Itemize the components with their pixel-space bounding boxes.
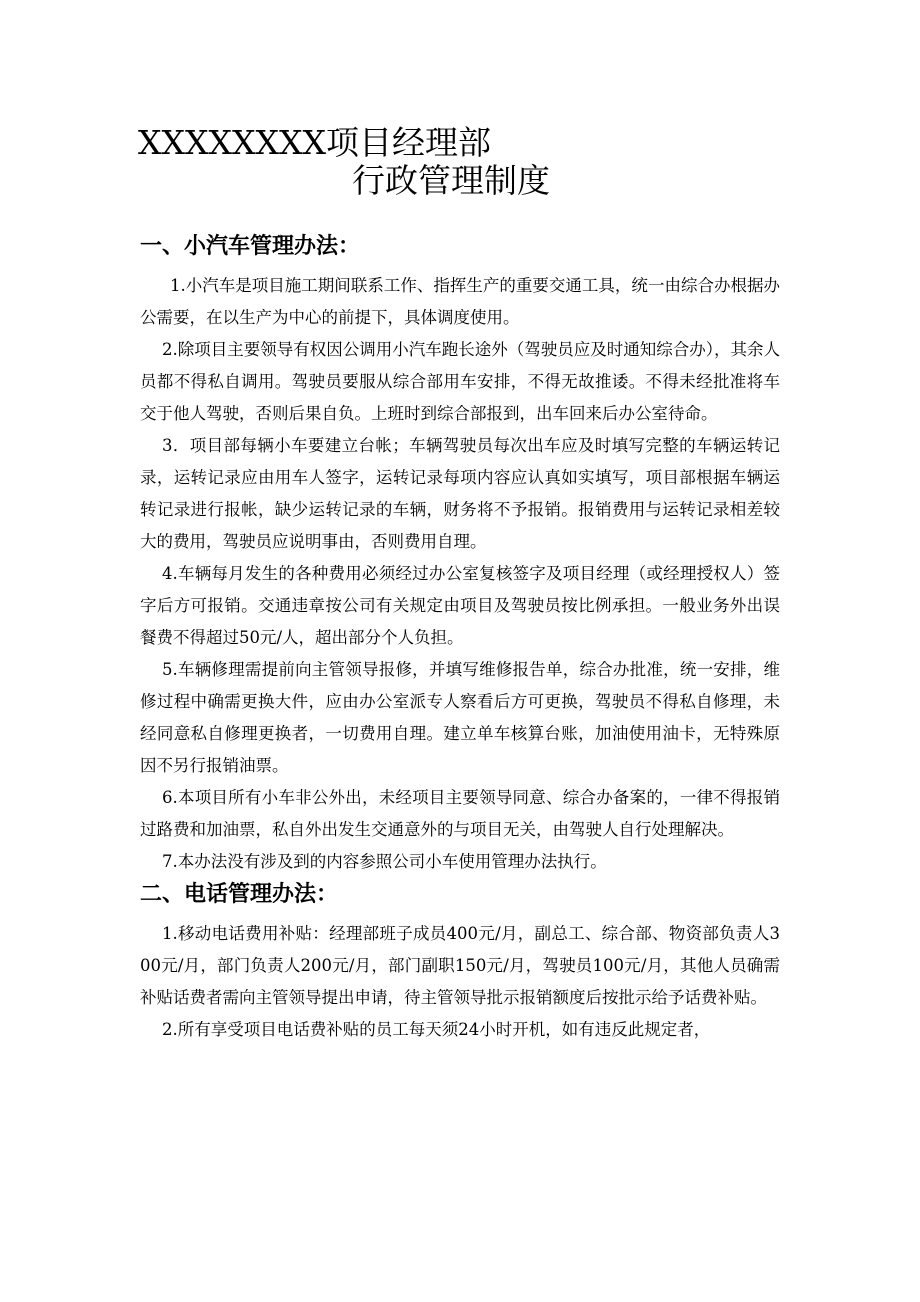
document-title-line1: XXXXXXXX项目经理部 [138,123,491,162]
paragraph: 4.车辆每月发生的各种费用必须经过办公室复核签字及项目经理（或经理授权人）签字后方可报销。交通违章按公司有关规定由项目及驾驶员按比例承担。一般业务外出误餐费不得超过50元/人，超出部分个人负担。 [140,564,780,647]
section-heading: 一、小汽车管理办法： [140,234,361,259]
paragraph: 1.小汽车是项目施工期间联系工作、指挥生产的重要交通工具，统一由综合办根据办公需要，在以生产为中心的前提下，具体调度使用。 [140,276,780,327]
document-body [140,230,780,1046]
paragraph: 1.移动电话费用补贴：经理部班子成员400元/月，副总工、综合部、物资部负责人300元/月，部门负责人200元/月，部门副职150元/月，驾驶员100元/月，其他人员确需补贴话费者需向主管领导提出申请，待主管领导批示报销额度后按批示给予话费补贴。 [140,924,780,1007]
paragraph: 3．项目部每辆小车要建立台帐；车辆驾驶员每次出车应及时填写完整的车辆运转记录，运转记录应由用车人签字，运转记录每项内容应认真如实填写，项目部根据车辆运转记录进行报帐，缺少运转记录的车辆，财务将不予报销。报销费用与运转记录相差较大的费用，驾驶员应说明事由，否则费用自理。 [140,436,780,551]
paragraph: 2.除项目主要领导有权因公调用小汽车跑长途外（驾驶员应及时通知综合办），其余人员都不得私自调用。驾驶员要服从综合部用车安排，不得无故推诿。不得未经批准将车交于他人驾驶，否则后果自负。上班时到综合部报到，出车回来后办公室待命。 [140,340,780,423]
section-car-management [140,230,780,878]
section-heading: 二、电话管理办法： [140,882,339,907]
paragraph: 6.本项目所有小车非公外出，未经项目主要领导同意、综合办备案的，一律不得报销过路费和加油票，私自外出发生交通意外的与项目无关，由驾驶人自行处理解决。 [140,788,780,839]
paragraph: 7.本办法没有涉及到的内容参照公司小车使用管理办法执行。 [162,852,607,871]
paragraph: 2.所有享受项目电话费补贴的员工每天须24小时开机，如有违反此规定者， [162,1020,711,1039]
document-title-line2: 行政管理制度 [352,161,550,200]
paragraph: 5.车辆修理需提前向主管领导报修，并填写维修报告单，综合办批准，统一安排，维修过程中确需更换大件，应由办公室派专人察看后方可更换，驾驶员不得私自修理，未经同意私自修理更换者，一切费用自理。建立单车核算台账，加油使用油卡，无特殊原因不另行报销油票。 [140,660,780,775]
section-phone-management [140,878,780,1046]
